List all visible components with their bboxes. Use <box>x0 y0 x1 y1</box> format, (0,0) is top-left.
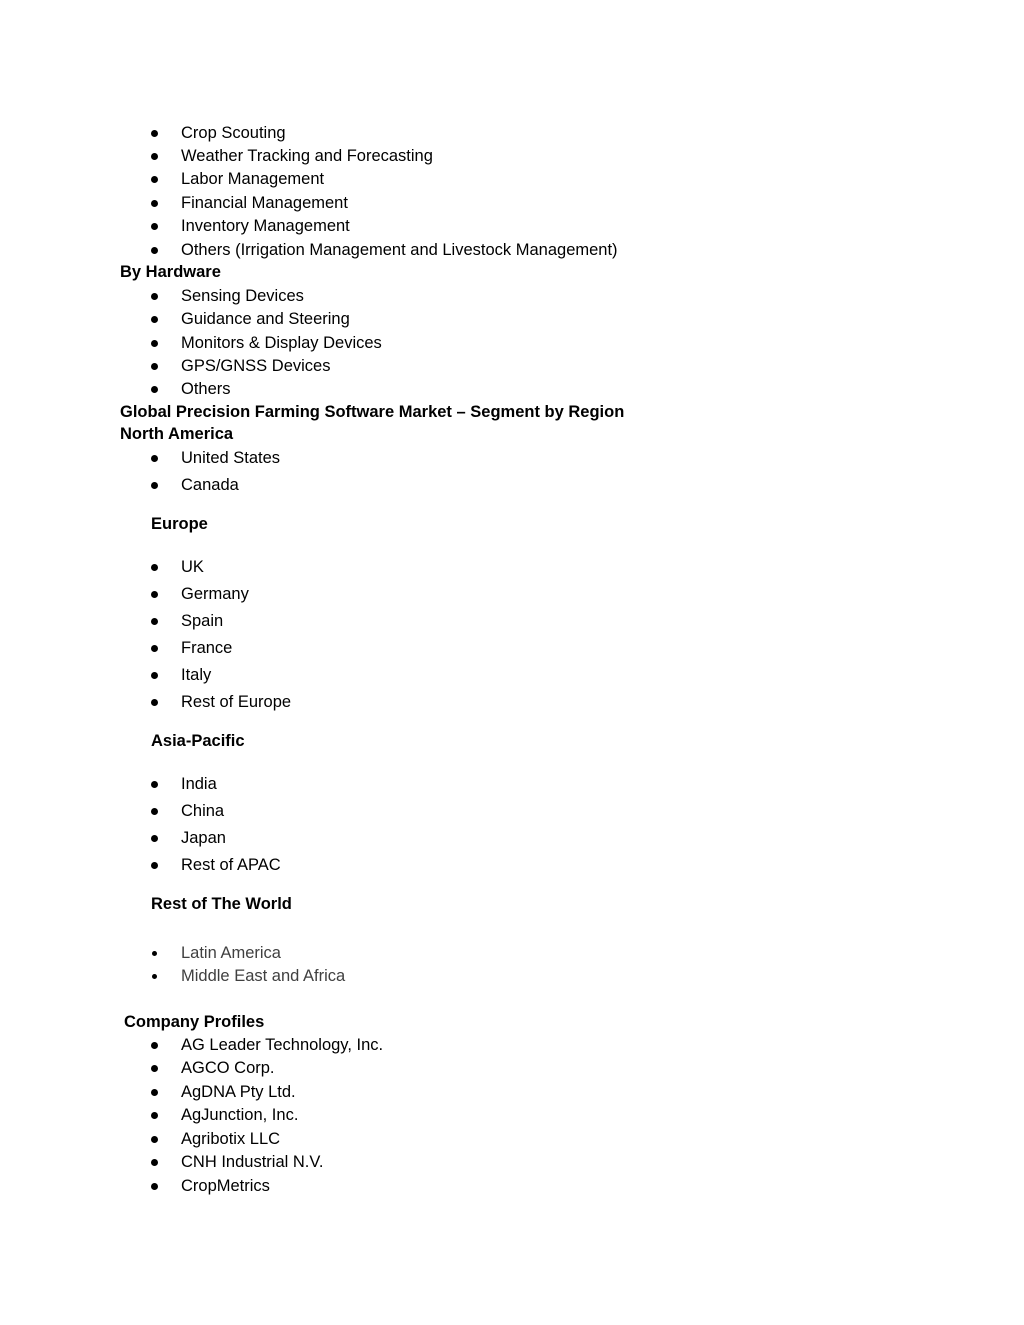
bullet-icon <box>151 1082 161 1102</box>
bullet-icon <box>151 557 161 577</box>
bullet-icon <box>151 333 161 353</box>
list-item: United States <box>181 449 281 467</box>
list-item: Agribotix LLC <box>181 1130 281 1148</box>
list-item: Labor Management <box>181 170 325 188</box>
list-item: Financial Management <box>181 194 348 212</box>
bullet-icon <box>151 1129 161 1149</box>
list-item: AGCO Corp. <box>181 1059 275 1077</box>
bullet-icon <box>151 855 161 875</box>
list-item: Guidance and Steering <box>181 310 350 328</box>
list-item: Italy <box>181 666 212 684</box>
list-item: Others (Irrigation Management and Livestock Management) <box>181 241 618 259</box>
bullet-icon <box>151 309 161 329</box>
rest-of-world-heading: Rest of The World <box>151 895 292 913</box>
bullet-icon <box>151 774 161 794</box>
list-item: Inventory Management <box>181 217 350 235</box>
list-item: Weather Tracking and Forecasting <box>181 147 433 165</box>
list-item: Japan <box>181 829 226 847</box>
bullet-icon <box>151 448 161 468</box>
asia-pacific-heading: Asia-Pacific <box>151 732 245 750</box>
bullet-icon <box>151 1176 161 1196</box>
list-item: Monitors & Display Devices <box>181 334 382 352</box>
list-item: Middle East and Africa <box>181 967 346 985</box>
list-item: AgDNA Pty Ltd. <box>181 1083 296 1101</box>
bullet-icon <box>151 146 161 166</box>
bullet-icon <box>151 169 161 189</box>
bullet-icon <box>151 692 161 712</box>
bullet-icon <box>151 665 161 685</box>
north-america-heading: North America <box>120 425 234 443</box>
list-item: CNH Industrial N.V. <box>181 1153 324 1171</box>
bullet-icon <box>151 611 161 631</box>
list-item: Sensing Devices <box>181 287 304 305</box>
list-item: India <box>181 775 217 793</box>
bullet-icon <box>151 638 161 658</box>
bullet-icon <box>151 801 161 821</box>
list-item: Rest of APAC <box>181 856 281 874</box>
list-item: Germany <box>181 585 249 603</box>
list-item: Rest of Europe <box>181 693 292 711</box>
list-item: France <box>181 639 233 657</box>
list-item: AG Leader Technology, Inc. <box>181 1036 384 1054</box>
bullet-icon <box>151 475 161 495</box>
company-profiles-heading: Company Profiles <box>124 1013 265 1031</box>
hardware-heading: By Hardware <box>120 263 221 281</box>
bullet-icon <box>151 1035 161 1055</box>
bullet-icon <box>151 943 161 963</box>
bullet-icon <box>151 828 161 848</box>
list-item: AgJunction, Inc. <box>181 1106 299 1124</box>
bullet-icon <box>151 379 161 399</box>
bullet-icon <box>151 286 161 306</box>
list-item: GPS/GNSS Devices <box>181 357 331 375</box>
bullet-icon <box>151 1105 161 1125</box>
bullet-icon <box>151 123 161 143</box>
bullet-icon <box>151 1152 161 1172</box>
region-section-heading: Global Precision Farming Software Market – Segment by Region <box>120 403 625 421</box>
bullet-icon <box>151 966 161 986</box>
bullet-icon <box>151 1058 161 1078</box>
list-item: Crop Scouting <box>181 124 286 142</box>
list-item: Latin America <box>181 944 281 962</box>
europe-heading: Europe <box>151 515 208 533</box>
bullet-icon <box>151 240 161 260</box>
list-item: CropMetrics <box>181 1177 270 1195</box>
list-item: China <box>181 802 225 820</box>
bullet-icon <box>151 356 161 376</box>
bullet-icon <box>151 193 161 213</box>
bullet-icon <box>151 584 161 604</box>
list-item: Spain <box>181 612 224 630</box>
list-item: UK <box>181 558 204 576</box>
list-item: Others <box>181 380 231 398</box>
list-item: Canada <box>181 476 239 494</box>
bullet-icon <box>151 216 161 236</box>
